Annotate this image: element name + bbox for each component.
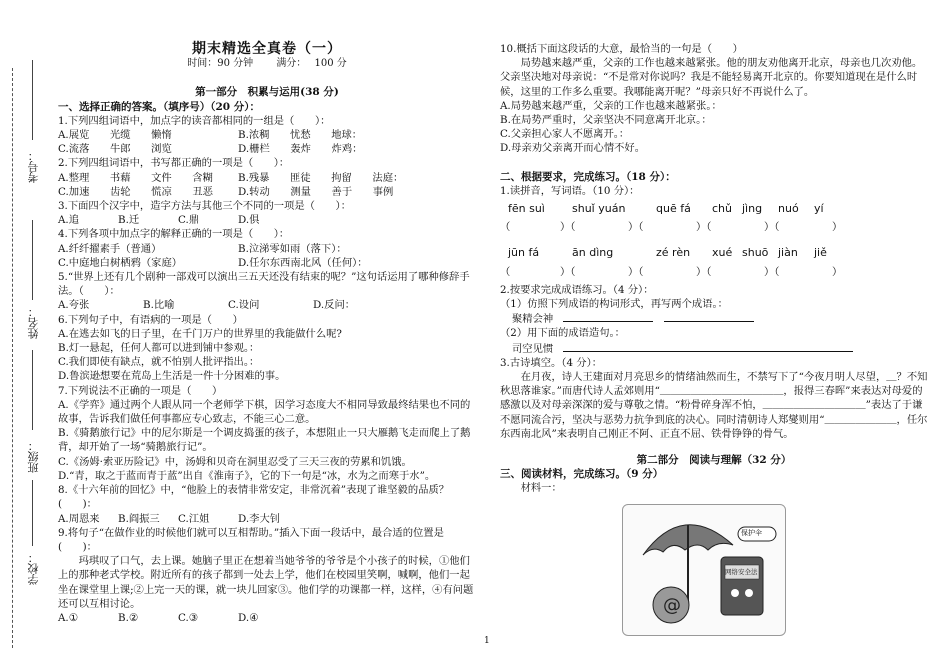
option: C.鼎	[178, 214, 200, 227]
class-label: 班级：	[27, 440, 40, 473]
q3-options	[58, 213, 476, 227]
option: D.任尔东西南北风（任何）：	[238, 256, 368, 269]
pinyin-row-1	[500, 202, 928, 216]
pinyin-row-2	[500, 246, 928, 260]
time-label: 时间：90 分钟	[187, 58, 254, 70]
right-column	[500, 42, 928, 496]
section3-heading: 三、阅读材料，完成练习。（9 分）	[500, 468, 664, 481]
bracket: （	[500, 265, 511, 278]
answer-blank[interactable]	[563, 311, 653, 322]
pinyin: shuǐ yuán	[572, 202, 626, 216]
q7-stem: 7.下列说法不正确的一项是（ ）	[58, 384, 223, 397]
pinyin: ān dìng	[572, 246, 614, 260]
bracket: （	[500, 221, 511, 234]
option: B.泣涕零如雨（落下）：	[238, 242, 347, 255]
option: B.阎振三	[118, 512, 160, 525]
option: C.加速 齿轮 慌凉 丑恶	[58, 185, 213, 198]
left-column	[58, 0, 476, 625]
pinyin: zé rèn	[656, 246, 691, 260]
q1-stem: 1.下列四组词语中，加点字的读音都相同的一组是（ ）：	[58, 114, 331, 127]
option: D.鲁滨逊想要在荒岛上生活是一件十分困难的事。	[58, 370, 286, 383]
answer-brackets-row-2	[500, 265, 928, 279]
option: C.我们即使有缺点，就不怕别人批评指出。：	[58, 356, 260, 369]
option: B.残暴 匪徒 拘留 法庭：	[238, 171, 404, 184]
pinyin: nuó	[778, 202, 799, 216]
option: A.夸张	[58, 299, 90, 312]
binding-margin	[0, 0, 52, 671]
bracket: ）（	[628, 221, 644, 234]
pinyin: jiě	[814, 246, 827, 260]
q2-options-row1	[58, 171, 476, 185]
pinyin: chǔ	[712, 202, 732, 216]
option: A.展览 光缆 懒惰	[58, 129, 172, 142]
binding-dashed-line	[12, 68, 13, 648]
q9-stem: 9.将句子“在做作业的时候他们就可以互相帮助。”插入下面一段话中，最合适的位置是( )：	[58, 526, 444, 553]
q3-stem: 3.下面四个汉字中，造字方法与其他三个不同的一项是（ ）：	[58, 200, 351, 213]
option: C.中庭地白树栖鸦（家庭）	[58, 256, 183, 269]
option: B.比喻	[143, 299, 175, 312]
option: C.江姐	[178, 512, 210, 525]
umbrella-cartoon-icon	[623, 505, 785, 635]
idiom-sub1: （1）仿照下列成语的构词形式，再写两个成语。：	[500, 298, 728, 311]
bracket: ）（	[560, 265, 576, 278]
exam-number-label: 考号：	[27, 150, 40, 183]
option: D.④	[238, 611, 259, 624]
q5-options	[58, 298, 476, 312]
name-label: 姓名：	[27, 306, 40, 339]
q4-options-row1	[58, 242, 476, 256]
option: D.转动 测量 善于 事例	[238, 185, 394, 198]
bracket: ）	[832, 265, 843, 278]
part2-heading: 第二部分 阅读与理解（32 分）	[636, 454, 792, 467]
school-line	[32, 480, 33, 546]
pinyin: yí	[814, 202, 824, 216]
exam-meta	[58, 57, 476, 71]
option: C.流落 牛郎 浏览	[58, 143, 172, 156]
idiom-sub2: （2）用下面的成语造句。：	[500, 327, 625, 340]
option: A.周恩来	[58, 512, 100, 525]
score-value: 100 分	[314, 58, 347, 70]
poem-question: 3.古诗填空。（4 分）：	[500, 356, 603, 369]
section2-heading: 二、根据要求，完成练习。（18 分）：	[500, 170, 676, 183]
pinyin: quē fá	[656, 202, 691, 216]
bracket: ）（	[628, 265, 644, 278]
option: A.追	[58, 214, 80, 227]
pinyin: fēn suì	[508, 202, 545, 216]
option: D.李大钊	[238, 512, 281, 525]
option: D.反问：	[313, 299, 356, 312]
bracket: ）（	[696, 265, 712, 278]
option: C.《汤姆·索亚历险记》中，汤姆和贝奇在洞里忍受了三天三夜的劳累和饥饿。	[58, 455, 412, 468]
idiom-example: 司空见惯	[512, 342, 554, 355]
pinyin: jūn fá	[508, 246, 540, 260]
answer-blank[interactable]	[563, 341, 853, 352]
bracket: ）（	[764, 265, 780, 278]
idiom-question: 2.按要求完成成语练习。（4 分）：	[500, 283, 654, 296]
option: B.浓稠 忧愁 地球：	[238, 129, 363, 142]
option: D.“青，取之于蓝而青于蓝”出自《淮南子》，它的下一句是“冰，水为之而寒于水”。	[58, 469, 436, 482]
part1-heading: 第一部分 积累与运用(38 分)	[195, 86, 339, 99]
section1-heading: 一、选择正确的答案。（填序号）（20 分）：	[58, 100, 261, 113]
option: A.整理 书藉 文件 含糊	[58, 171, 213, 184]
q9-options	[58, 611, 476, 625]
network-safety-illustration	[622, 504, 786, 636]
q2-options-row2	[58, 185, 476, 199]
bracket: ）	[832, 221, 843, 234]
option: C.父亲担心家人不愿离开。：	[500, 128, 630, 141]
exam-number-line	[32, 60, 33, 140]
option: A.在逃去如飞的日子里，在千门万户的世界里的我能做什么呢?	[58, 327, 342, 340]
page-number: 1	[484, 636, 490, 646]
pinyin: xué	[712, 246, 733, 260]
umbrella-tag: 保护伞	[741, 529, 762, 537]
option: A.纤纤擢素手（普通）	[58, 242, 162, 255]
score-label: 满分：	[276, 58, 302, 70]
idiom-example-line	[500, 311, 928, 326]
class-line	[32, 350, 33, 430]
name-line	[32, 220, 33, 300]
option: B.迁	[118, 214, 140, 227]
q6-stem: 6.下列句子中，有语病的一项是（ ）	[58, 313, 243, 326]
option: B.灯一悬起，任何人都可以进到铺中参观。：	[58, 342, 260, 355]
pinyin: shuō	[742, 246, 769, 260]
poem-text: 在月夜，诗人王建面对月亮思乡的情绪油然而生，不禁写下了“今夜月明人尽望，＿？不知秋思落谁家。”而唐代诗人孟郊则用“＿＿＿＿＿＿＿＿＿＿＿＿，报得三春晖”来表达对母爱的感激以及对母亲深深的爱与尊敬之情。“粉骨碎身浑不怕，＿＿＿＿＿＿＿＿＿＿”表达了于谦不愿同流合污，坚决与恶势力抗争到底的决心。同时清朝诗人郑燮则用“＿＿＿＿＿＿＿，任尔东西南北风”来表明自己刚正不阿、正直不屈、铁骨铮铮的骨气。	[500, 371, 928, 440]
q2-stem: 2.下列四组词语中，书写都正确的一项是（ ）：	[58, 157, 290, 170]
q1-options-row2	[58, 142, 476, 156]
option: B.《骑鹅旅行记》中的尼尔斯是一个调皮捣蛋的孩子，本想阻止一只大雁鹅飞走而爬上了鹅背，却开始了一场“骑鹅旅行记”。	[58, 427, 471, 454]
option: B.在局势严重时，父亲坚决不同意离开北京。：	[500, 114, 712, 127]
option: D.母亲劝父亲离开而心情不好。	[500, 142, 646, 155]
option: A.局势越来越严重，父亲的工作也越来越紧张。：	[500, 99, 722, 112]
option: D.俱	[238, 214, 260, 227]
option: A.《学弈》通过两个人跟从同一个老师学下棋，因学习态度大不相同导致最终结果也不同的故事，告诉我们做任何事都应专心致志，不能三心二意。	[58, 398, 471, 426]
q4-stem: 4.下列各项中加点字的解释正确的一项是（ ）：	[58, 228, 290, 241]
bracket: ）（	[696, 221, 712, 234]
q4-options-row2	[58, 256, 476, 270]
school-label: 学校：	[27, 552, 40, 585]
q8-options	[58, 512, 476, 526]
pinyin-question: 1.读拼音，写词语。（10 分）：	[500, 184, 640, 197]
q9-passage: 玛琪叹了口气，去上课。她脑子里正在想着当她爷爷的爷爷是个小孩子的时候，①他们上的那种老式学校。附近所有的孩子都到一处去上学，他们在校园里笑啊，喊啊，他们一起坐在课堂里上课;②上完一天的课，就一块儿回家③。他们学的功课都一样，这样，④有问题还可以互相讨论。	[58, 555, 474, 610]
idiom-sentence-line	[500, 341, 928, 356]
svg-text:@: @	[663, 595, 681, 616]
option: D.栅栏 轰炸 炸鸡：	[238, 143, 363, 156]
material-label: 材料一：	[520, 482, 562, 495]
q5-stem: 5.“世界上还有几个剧种一部戏可以演出三五天还没有结束的呢？”这句话运用了哪种修辞手法。（ ）：	[58, 271, 470, 298]
option: C.设问	[228, 299, 260, 312]
answer-blank[interactable]	[664, 311, 754, 322]
page-title: 期末精选全真卷（一）	[192, 41, 342, 57]
pinyin: jiàn	[778, 246, 798, 260]
bracket: ）（	[560, 221, 576, 234]
q1-options-row1	[58, 128, 476, 142]
answer-brackets-row-1	[500, 220, 928, 234]
book-title: 网络安全法	[725, 568, 758, 576]
q10-stem: 10.概括下面这段话的大意，最恰当的一句是（ ）	[500, 43, 743, 55]
idiom-example: 聚精会神	[512, 313, 554, 326]
q10-passage: 局势越来越严重，父亲的工作也越来越紧张。他的朋友劝他离开北京，母亲也几次劝他。父亲坚决地对母亲说：“不是常对你说吗？我是不能轻易离开北京的。你要知道现在是什么时候，这里的工作多么重要。我哪能离开呢？”母亲只好不再说什么了。	[500, 57, 923, 98]
option: A.①	[58, 611, 78, 624]
bracket: ）（	[764, 221, 780, 234]
pinyin: jìng	[742, 202, 763, 216]
q8-stem: 8.《十六年前的回忆》中，“他脸上的表情非常安定，非常沉着”表现了谁坚毅的品质？( )：	[58, 484, 450, 511]
option: C.③	[178, 611, 199, 624]
option: B.②	[118, 611, 139, 624]
